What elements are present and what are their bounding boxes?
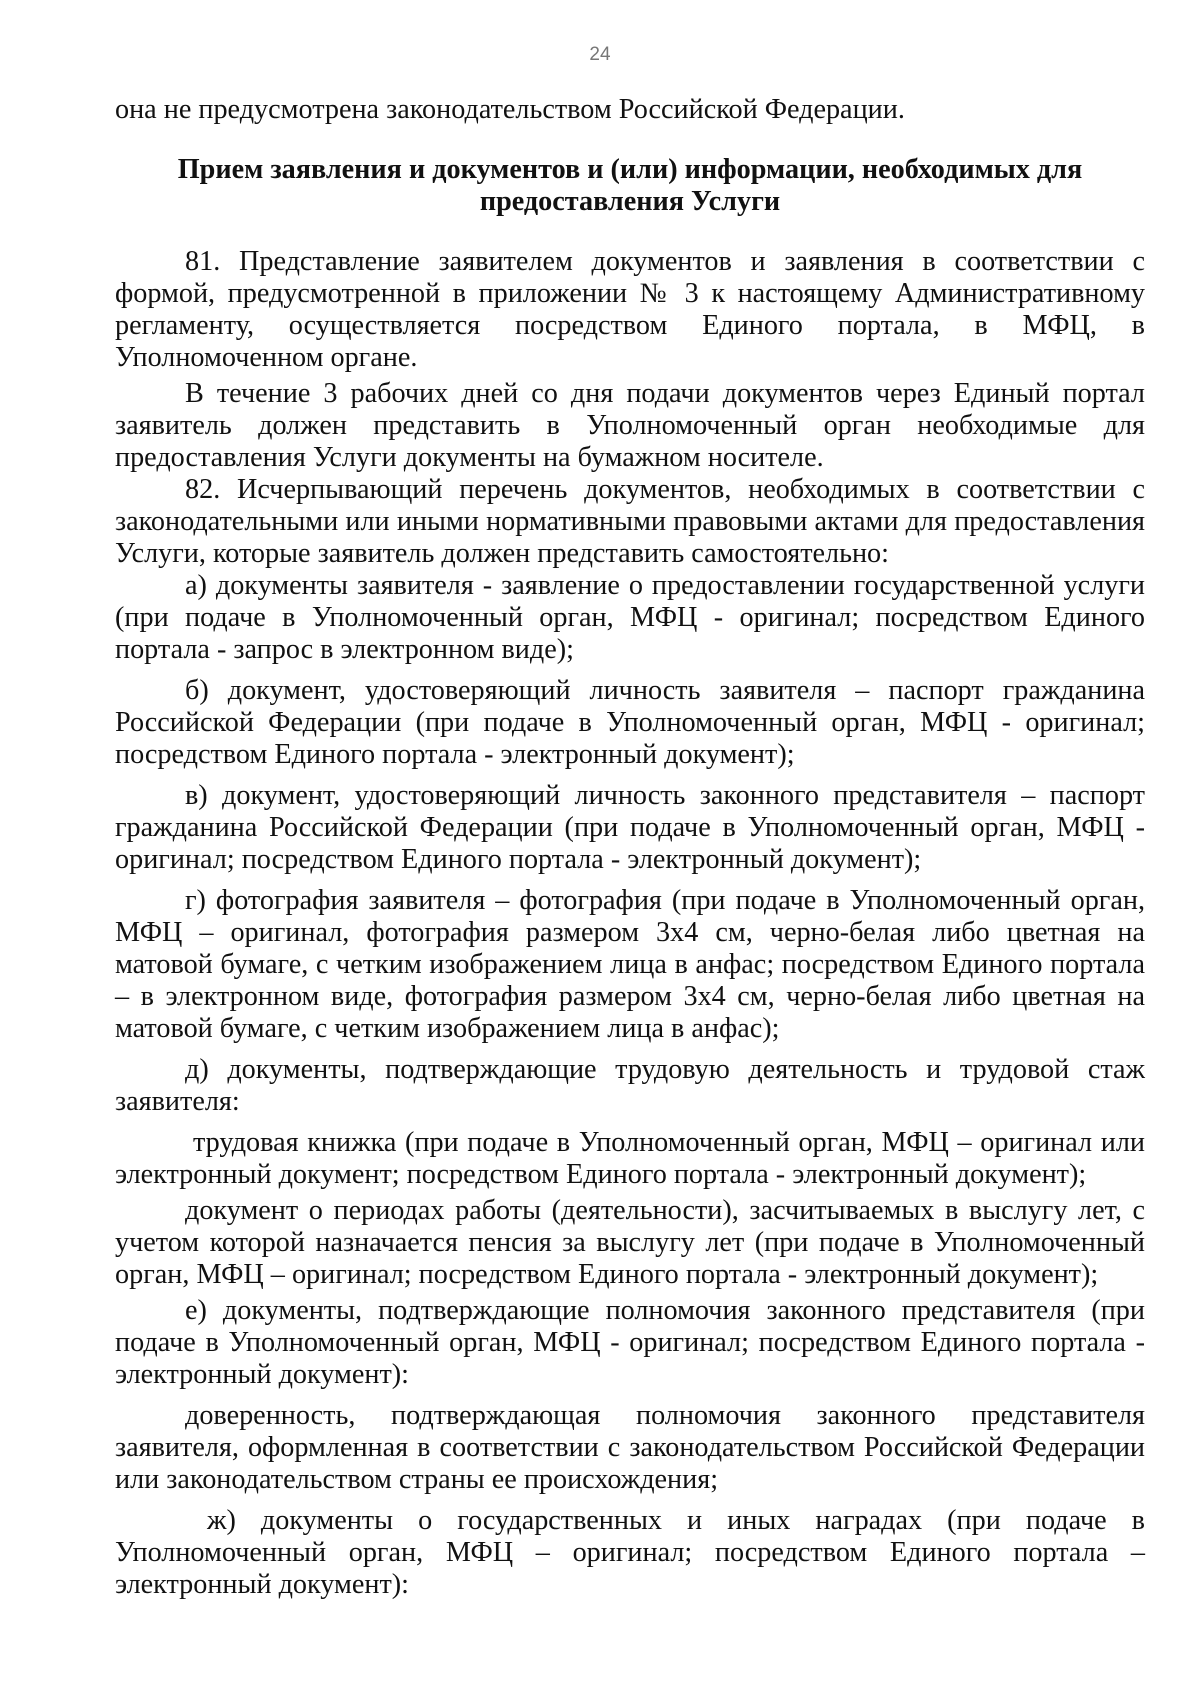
document-body	[115, 94, 1145, 1601]
item-d: д) документы, подтверждающие трудовую деятельность и трудовой стаж заявителя:	[115, 1054, 1145, 1117]
item-v: в) документ, удостоверяющий личность законного представителя – паспорт гражданина Российской Федерации (при подаче в Уполномоченный орган, МФЦ - оригинал; посредством Единого портала - электронный документ);	[115, 780, 1145, 875]
paragraph-82: 82. Исчерпывающий перечень документов, необходимых в соответствии с законодательными или иными нормативными правовыми актами для предоставления Услуги, которые заявитель должен представить самостоятельно:	[115, 474, 1145, 569]
paragraph-submission-deadline: В течение 3 рабочих дней со дня подачи документов через Единый портал заявитель должен представить в Уполномоченный орган необходимые для предоставления Услуги документы на бумажном носителе.	[115, 378, 1145, 473]
item-g: г) фотография заявителя – фотография (при подаче в Уполномоченный орган, МФЦ – оригинал, фотография размером 3х4 см, черно-белая либо цветная на матовой бумаге, с четким изображением лица в анфас; посредством Единого портала – в электронном виде, фотография размером 3х4 см, черно-белая либо цветная на матовой бумаге, с четким изображением лица в анфас);	[115, 885, 1145, 1044]
item-b: б) документ, удостоверяющий личность заявителя – паспорт гражданина Российской Федерации (при подаче в Уполномоченный орган, МФЦ - оригинал; посредством Единого портала - электронный документ);	[115, 675, 1145, 770]
paragraph-81: 81. Представление заявителем документов и заявления в соответствии с формой, предусмотренной в приложении № 3 к настоящему Административному регламенту, осуществляется посредством Единого портала, в МФЦ, в Уполномоченном органе.	[115, 246, 1145, 373]
section-heading: Прием заявления и документов и (или) информации, необходимых для предоставления Услуги	[177, 154, 1083, 217]
item-e: е) документы, подтверждающие полномочия законного представителя (при подаче в Уполномоченный орган, МФЦ - оригинал; посредством Единого портала - электронный документ):	[115, 1295, 1145, 1390]
page-number: 24	[589, 44, 611, 65]
item-d-work-periods: документ о периодах работы (деятельности), засчитываемых в выслугу лет, с учетом которой назначается пенсия за выслугу лет (при подаче в Уполномоченный орган, МФЦ – оригинал; посредством Единого портала - электронный документ);	[115, 1195, 1145, 1290]
item-zh: ж) документы о государственных и иных наградах (при подаче в Уполномоченный орган, МФЦ – оригинал; посредством Единого портала – электронный документ):	[115, 1505, 1145, 1600]
item-e-power-of-attorney: доверенность, подтверждающая полномочия законного представителя заявителя, оформленная в соответствии с законодательством Российской Федерации или законодательством страны ее происхождения;	[115, 1400, 1145, 1495]
item-a: а) документы заявителя - заявление о предоставлении государственной услуги (при подаче в Уполномоченный орган, МФЦ - оригинал; посредством Единого портала - запрос в электронном виде);	[115, 570, 1145, 665]
top-line: она не предусмотрена законодательством Российской Федерации.	[115, 94, 905, 125]
item-d-workbook: трудовая книжка (при подаче в Уполномоченный орган, МФЦ – оригинал или электронный документ; посредством Единого портала - электронный документ);	[115, 1127, 1145, 1190]
